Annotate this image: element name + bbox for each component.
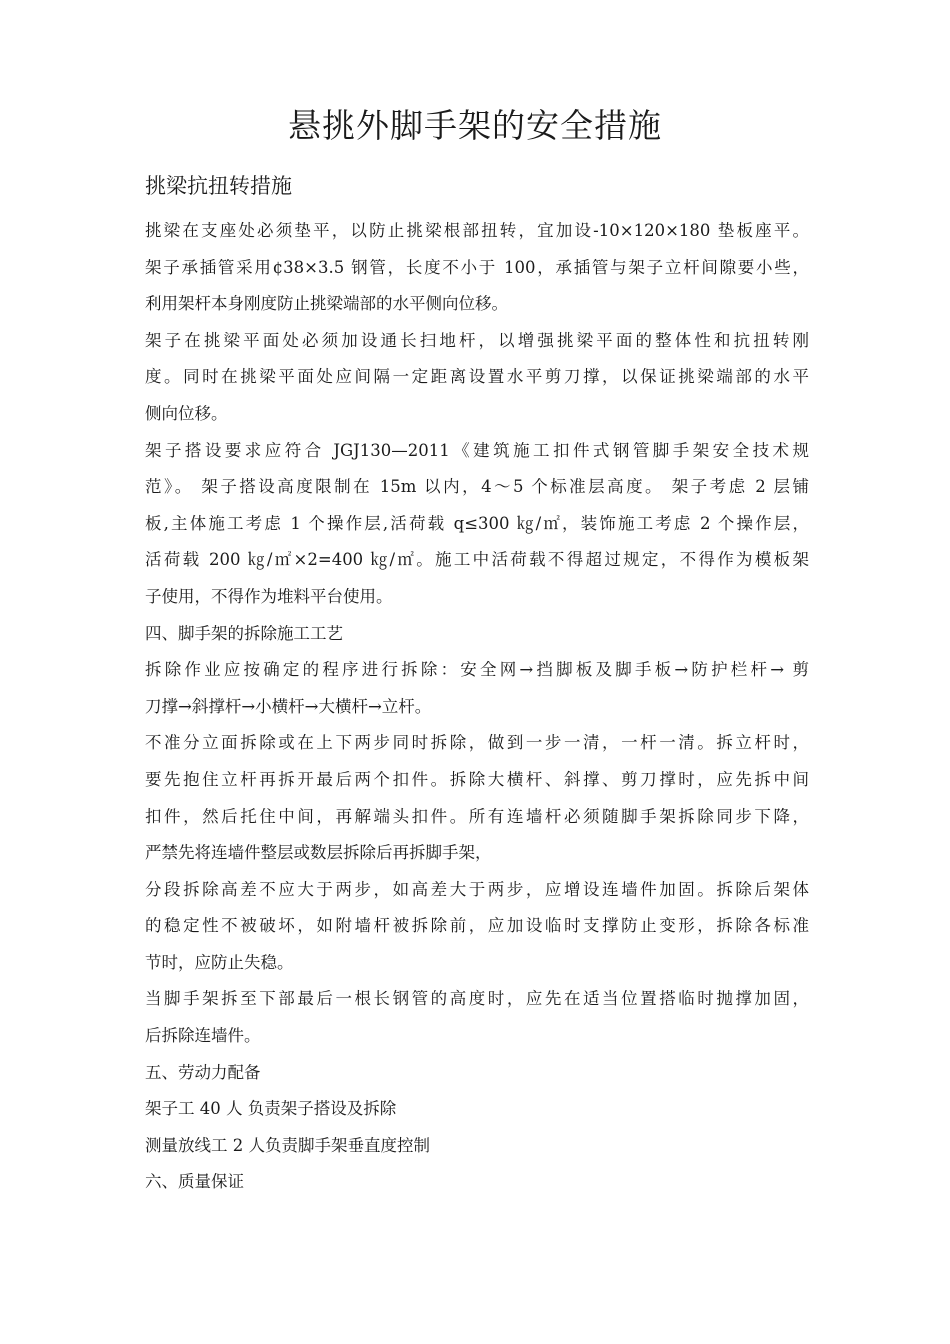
paragraph-line: 架子在挑梁平面处必须加设通长扫地杆，以增强挑梁平面的整体性和抗扭转刚	[145, 330, 809, 350]
paragraph-line: 分段拆除高差不应大于两步，如高差大于两步，应增设连墙件加固。拆除后架体	[145, 879, 809, 899]
paragraph-line: 架子承插管采用¢38×3.5 钢管，长度不小于 100，承插管与架子立杆间隙要小些，	[145, 257, 809, 277]
paragraph-line: 活荷载 200 ㎏/㎡×2=400 ㎏/㎡。施工中活荷载不得超过规定，不得作为模板架	[145, 550, 809, 570]
paragraph-line: 当脚手架拆至下部最后一根长钢管的高度时，应先在适当位置搭临时抛撑加固，	[145, 989, 809, 1009]
paragraph-line: 后拆除连墙件。	[145, 1026, 261, 1046]
paragraph	[145, 1091, 809, 1128]
paragraph-line: 架子搭设要求应符合 JGJ130—2011《建筑施工扣件式钢管脚手架安全技术规	[145, 440, 809, 460]
paragraph	[145, 725, 809, 871]
paragraph-line: 挑梁在支座处必须垫平，以防止挑梁根部扭转，宜加设-10×120×180 垫板座平。	[145, 221, 809, 240]
paragraph-line: 刀撑→斜撑杆→小横杆→大横杆→立杆。	[145, 696, 432, 716]
paragraph	[145, 981, 809, 1054]
paragraph-line: 节时，应防止失稳。	[145, 952, 294, 972]
paragraph	[145, 616, 809, 653]
paragraph	[145, 323, 809, 433]
paragraph-line: 测量放线工 2 人负责脚手架垂直度控制	[145, 1135, 430, 1155]
paragraph-line: 六、质量保证	[145, 1172, 244, 1192]
paragraph-line: 拆除作业应按确定的程序进行拆除：安全网→挡脚板及脚手板→防护栏杆→ 剪	[145, 660, 809, 680]
paragraph-line: 架子工 40 人 负责架子搭设及拆除	[145, 1099, 397, 1119]
paragraph-line: 度。同时在挑梁平面处应间隔一定距离设置水平剪刀撑，以保证挑梁端部的水平	[145, 367, 809, 387]
section-heading: 挑梁抗扭转措施	[145, 174, 292, 198]
paragraph	[145, 1128, 809, 1165]
document-title: 悬挑外脚手架的安全措施	[288, 106, 662, 145]
paragraph	[145, 1164, 809, 1201]
paragraph-line: 范》。 架子搭设高度限制在 15m 以内，4～5 个标准层高度。 架子考虑 2 层铺	[145, 477, 809, 497]
document-body	[145, 213, 809, 1201]
paragraph-line: 扣件，然后托住中间，再解端头扣件。所有连墙杆必须随脚手架拆除同步下降，	[145, 806, 809, 826]
paragraph-line: 严禁先将连墙件整层或数层拆除后再拆脚手架，	[145, 843, 492, 863]
paragraph	[145, 433, 809, 616]
paragraph	[145, 213, 809, 323]
paragraph-line: 板,主体施工考虑 1 个操作层,活荷载 q≤300 ㎏/㎡，装饰施工考虑 2 个操作层，	[145, 513, 809, 533]
paragraph-line: 要先抱住立杆再拆开最后两个扣件。拆除大横杆、斜撑、剪刀撑时，应先拆中间	[145, 769, 809, 789]
paragraph-line: 利用架杆本身刚度防止挑梁端部的水平侧向位移。	[145, 294, 508, 314]
paragraph-line: 五、劳动力配备	[145, 1062, 261, 1082]
paragraph-line: 子使用，不得作为堆料平台使用。	[145, 586, 393, 606]
paragraph-line: 不准分立面拆除或在上下两步同时拆除，做到一步一清，一杆一清。拆立杆时，	[145, 733, 809, 753]
paragraph-line: 的稳定性不被破坏，如附墙杆被拆除前，应加设临时支撑防止变形，拆除各标准	[145, 916, 809, 936]
paragraph	[145, 652, 809, 725]
paragraph-line: 四、脚手架的拆除施工工艺	[145, 623, 343, 643]
paragraph-line: 侧向位移。	[145, 403, 228, 423]
paragraph	[145, 1055, 809, 1092]
paragraph	[145, 872, 809, 982]
